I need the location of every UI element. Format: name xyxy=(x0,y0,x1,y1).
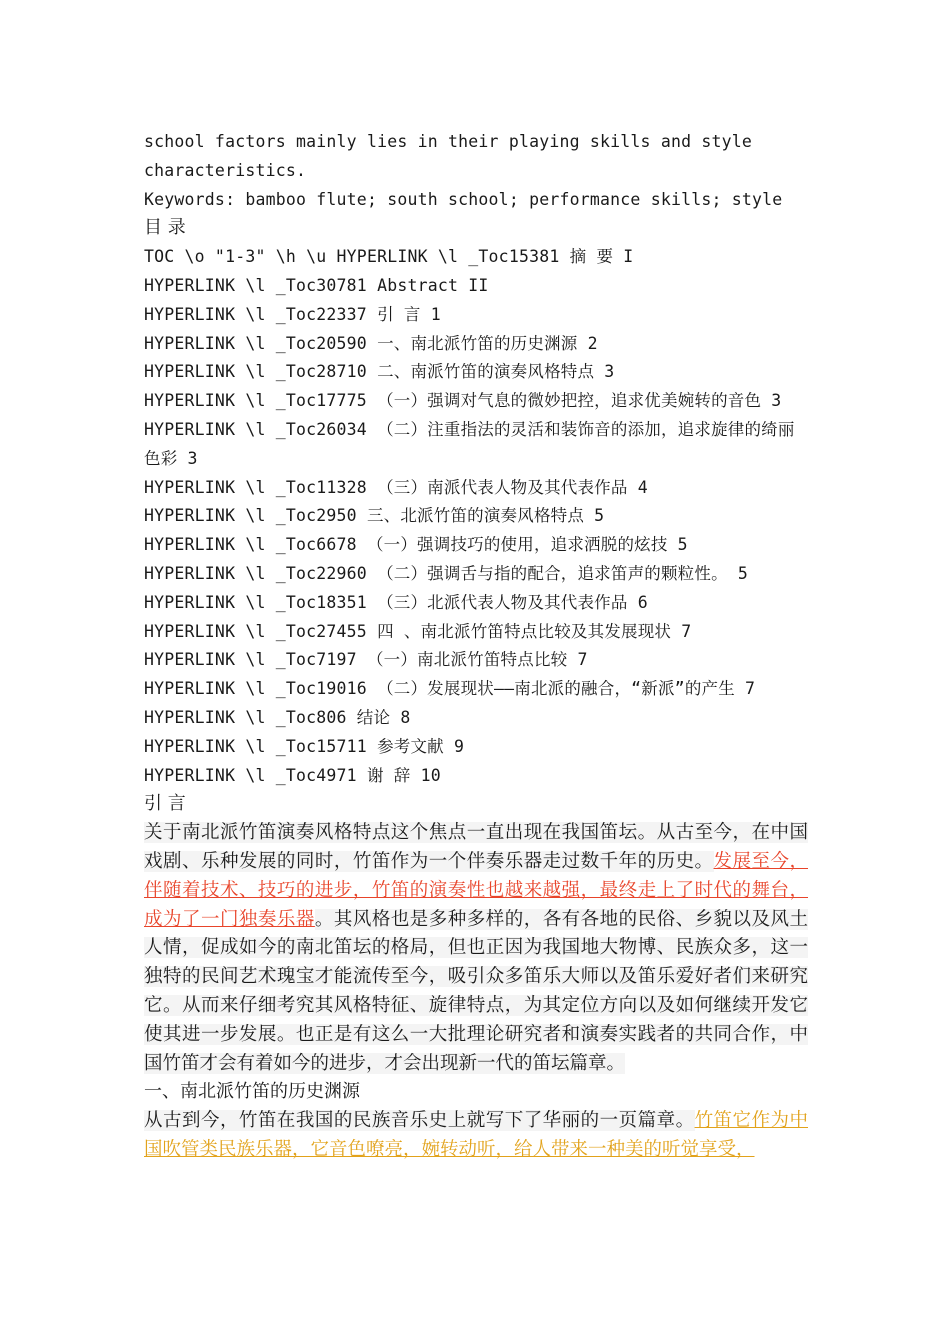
toc-entry[interactable]: HYPERLINK \l _Toc28710 二、南派竹笛的演奏风格特点 3 xyxy=(144,362,615,382)
tracked-change-red: 发展至今，伴随着技术、技巧的进步，竹笛的演奏性也越来越强，最终走上了时代的舞台，成为了一门独奏乐器 xyxy=(144,850,808,930)
toc-entry[interactable]: HYPERLINK \l _Toc15711 参考文献 9 xyxy=(144,736,465,756)
intro-text: 。其风格也是多种多样的，各有各地的民俗、乡貌以及风土人情，促成如今的南北笛坛的格局，但也正因为我国地大物博、民族众多，这一独特的民间艺术瑰宝才能流传至今，吸引众多笛乐大师以及笛乐爱好者们来研究它。从而来仔细考究其风格特征、旋律特点，为其定位方向以及如何继续开发它使其进一步发展。也正是有这么一大批理论研究者和演奏实践者的共同合作，中国竹笛才会有着如今的进步，才会出现新一代的笛坛篇章。 xyxy=(144,908,808,1074)
toc-entry[interactable]: HYPERLINK \l _Toc18351 （三）北派代表人物及其代表作品 6 xyxy=(144,592,648,612)
keywords-line: Keywords: bamboo flute; south school; performance skills; style xyxy=(144,189,783,209)
section-heading: 一、南北派竹笛的历史渊源 xyxy=(144,1081,360,1103)
toc-title: 目 录 xyxy=(144,217,186,239)
abstract-line: school factors mainly lies in their playing skills and style xyxy=(144,132,753,151)
toc-entry[interactable]: HYPERLINK \l _Toc7197 （一）南北派竹笛特点比较 7 xyxy=(144,650,588,670)
toc-entry[interactable]: HYPERLINK \l _Toc19016 （二）发展现状——南北派的融合，“新派”的产生 7 xyxy=(144,679,756,699)
abstract-line: characteristics. xyxy=(144,160,307,180)
toc-entry[interactable]: HYPERLINK \l _Toc806 结论 8 xyxy=(144,707,411,727)
toc-entry[interactable]: HYPERLINK \l _Toc22337 引 言 1 xyxy=(144,304,441,324)
toc-entry[interactable]: HYPERLINK \l _Toc22960 （二）强调舌与指的配合，追求笛声的颗粒性。 5 xyxy=(144,563,749,583)
toc-entry[interactable]: HYPERLINK \l _Toc17775 （一）强调对气息的微妙把控，追求优美婉转的音色 3 xyxy=(144,391,782,411)
toc-entry[interactable]: HYPERLINK \l _Toc30781 Abstract II xyxy=(144,275,489,295)
toc-entry[interactable]: HYPERLINK \l _Toc27455 四 、南北派竹笛特点比较及其发展现状 7 xyxy=(144,621,692,641)
intro-text: 关于南北派竹笛演奏风格特点这个焦点一直出现在我国笛坛。从古至今，在中国戏剧、乐种发展的同时，竹笛作为一个伴奏乐器走过数千年的历史。 xyxy=(144,822,808,872)
toc-entry[interactable]: HYPERLINK \l _Toc26034 （二）注重指法的灵活和装饰音的添加，追求旋律的绮丽色彩 3 xyxy=(144,419,795,468)
toc-entry[interactable]: HYPERLINK \l _Toc4971 谢 辞 10 xyxy=(144,765,441,785)
toc-entry[interactable]: HYPERLINK \l _Toc2950 三、北派竹笛的演奏风格特点 5 xyxy=(144,506,605,526)
section-text: 从古到今，竹笛在我国的民族音乐史上就写下了华丽的一页篇章。 xyxy=(144,1110,695,1132)
tracked-change-gold: 竹笛它作为中国吹管类民族乐器，它音色嘹亮，婉转动听，给人带来一种美的听觉享受， xyxy=(144,1110,808,1160)
intro-paragraph xyxy=(144,819,808,1078)
toc-entry[interactable]: TOC \o "1-3" \h \u HYPERLINK \l _Toc15381 摘 要 I xyxy=(144,247,634,267)
intro-heading: 引 言 xyxy=(144,793,186,815)
toc-entry[interactable]: HYPERLINK \l _Toc6678 （一）强调技巧的使用，追求洒脱的炫技 5 xyxy=(144,535,688,555)
section-paragraph xyxy=(144,1107,808,1165)
document-page xyxy=(144,128,808,1165)
toc-entry[interactable]: HYPERLINK \l _Toc11328 （三）南派代表人物及其代表作品 4 xyxy=(144,477,648,497)
toc-entry[interactable]: HYPERLINK \l _Toc20590 一、南北派竹笛的历史渊源 2 xyxy=(144,333,598,353)
